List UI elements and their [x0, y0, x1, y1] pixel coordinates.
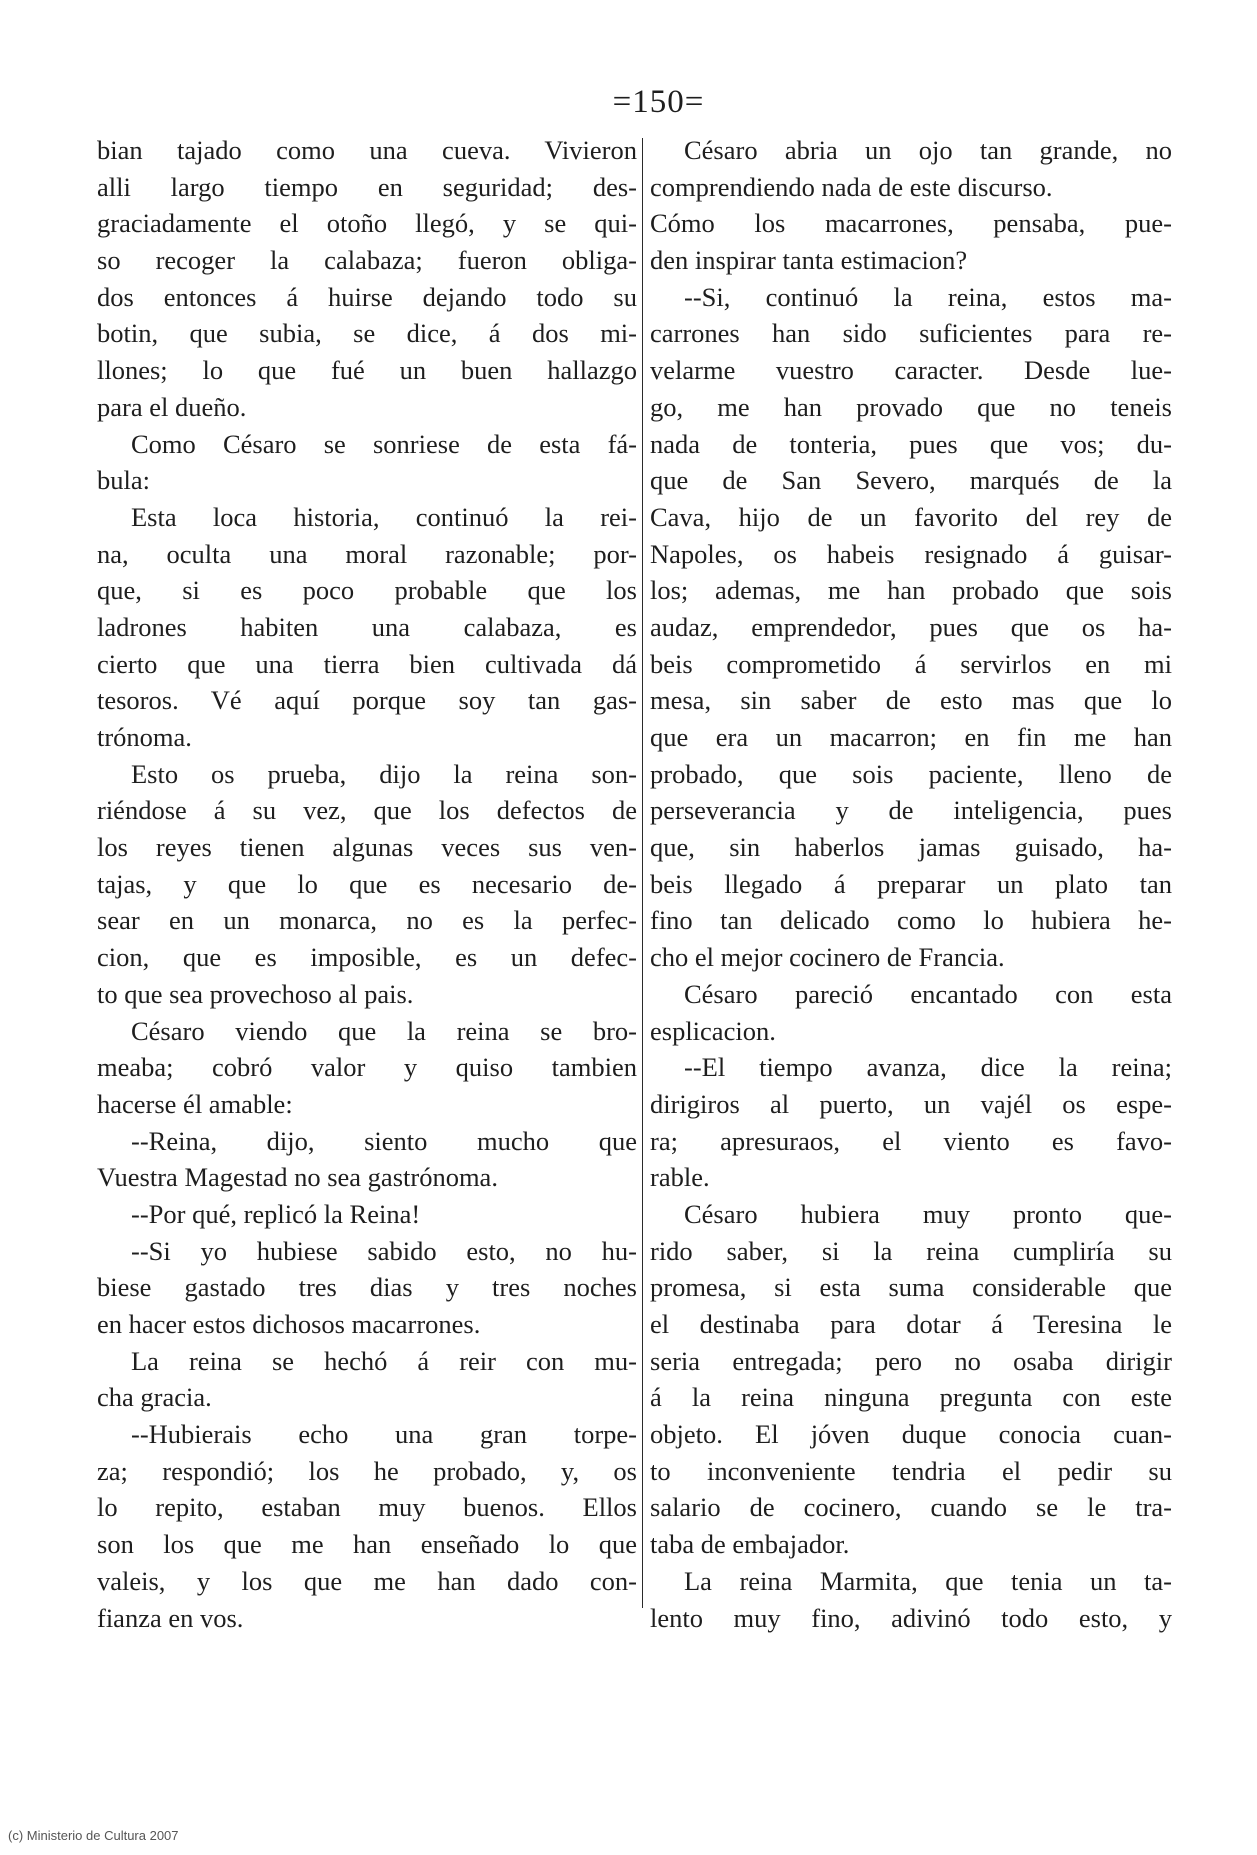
text-line: cierto que una tierra bien cultivada dá — [97, 648, 637, 679]
page-number: =150= — [612, 84, 705, 120]
text-line: comprendiendo nada de este discurso. — [650, 171, 1053, 202]
text-line: salario de cocinero, cuando se le tra- — [650, 1492, 1172, 1523]
text-line: probado, que sois paciente, lleno de — [650, 758, 1172, 789]
text-line: Esta loca historia, continuó la rei- — [131, 501, 637, 532]
text-line: za; respondió; los he probado, y, os — [97, 1455, 637, 1486]
text-line: cha gracia. — [97, 1382, 212, 1413]
text-line: Vuestra Magestad no sea gastrónoma. — [97, 1162, 498, 1193]
text-line: taba de embajador. — [650, 1529, 850, 1560]
text-line: --Si yo hubiese sabido esto, no hu- — [131, 1235, 637, 1266]
text-line: Césaro viendo que la reina se bro- — [131, 1015, 637, 1046]
text-line: rido saber, si la reina cumpliría su — [650, 1235, 1172, 1266]
text-line: sear en un monarca, no es la perfec- — [97, 905, 637, 936]
text-line: beis comprometido á servirlos en mi — [650, 648, 1172, 679]
text-line: biese gastado tres dias y tres noches — [97, 1272, 637, 1303]
text-line: bian tajado como una cueva. Vivieron — [97, 135, 637, 165]
text-line: hacerse él amable: — [97, 1088, 293, 1119]
text-line: promesa, si esta suma considerable que — [650, 1272, 1172, 1303]
text-line: carrones han sido suficientes para re- — [650, 318, 1172, 349]
text-line: audaz, emprendedor, pues que os ha- — [650, 611, 1172, 642]
text-line: beis llegado á preparar un plato tan — [650, 868, 1172, 899]
text-line: Cómo los macarrones, pensaba, pue- — [650, 208, 1172, 239]
text-line: botin, que subia, se dice, á dos mi- — [97, 318, 637, 349]
text-line: Napoles, os habeis resignado á guisar- — [650, 538, 1172, 569]
text-line: el destinaba para dotar á Teresina le — [650, 1309, 1172, 1339]
text-line: á la reina ninguna pregunta con este — [650, 1382, 1172, 1413]
text-line: --Por qué, replicó la Reina! — [131, 1198, 421, 1229]
text-line: Césaro abria un ojo tan grande, no — [684, 135, 1172, 165]
text-line: en hacer estos dichosos macarrones. — [97, 1309, 481, 1339]
text-line: La reina Marmita, que tenia un ta- — [684, 1565, 1172, 1596]
text-line: esplicacion. — [650, 1015, 776, 1046]
column-divider — [642, 138, 643, 1608]
text-line: rable. — [650, 1162, 710, 1193]
text-line: --Si, continuó la reina, estos ma- — [684, 281, 1172, 312]
text-line: nada de tonteria, pues que vos; du- — [650, 428, 1172, 459]
text-line: to que sea provechoso al pais. — [97, 978, 414, 1009]
text-line: bula: — [97, 465, 150, 496]
text-line: seria entregada; pero no osaba dirigir — [650, 1345, 1172, 1376]
text-line: dirigiros al puerto, un vajél os espe- — [650, 1088, 1172, 1119]
text-line: graciadamente el otoño llegó, y se qui- — [97, 208, 637, 239]
text-line: objeto. El jóven duque conocia cuan- — [650, 1419, 1172, 1450]
text-line: alli largo tiempo en seguridad; des- — [97, 171, 637, 202]
text-line: Esto os prueba, dijo la reina son- — [131, 758, 637, 789]
text-line: mesa, sin saber de esto mas que lo — [650, 685, 1172, 716]
text-line: lento muy fino, adivinó todo esto, y — [650, 1602, 1172, 1633]
text-line: go, me han provado que no teneis — [650, 391, 1172, 422]
copyright-notice: (c) Ministerio de Cultura 2007 — [8, 1828, 179, 1843]
text-line: trónoma. — [97, 722, 192, 752]
text-line: fino tan delicado como lo hubiera he- — [650, 905, 1172, 936]
text-line: ladrones habiten una calabaza, es — [97, 611, 637, 642]
text-line: son los que me han enseñado lo que — [97, 1529, 637, 1560]
text-line: Cava, hijo de un favorito del rey de — [650, 501, 1172, 532]
text-line: que, sin haberlos jamas guisado, ha- — [650, 832, 1172, 863]
text-line: na, oculta una moral razonable; por- — [97, 538, 637, 569]
text-line: los reyes tienen algunas veces sus ven- — [97, 832, 637, 863]
text-line: riéndose á su vez, que los defectos de — [97, 795, 637, 826]
left-text-column — [97, 132, 637, 1636]
text-line: La reina se hechó á reir con mu- — [131, 1345, 637, 1376]
text-line: que era un macarron; en fin me han — [650, 722, 1172, 752]
text-line: Como Césaro se sonriese de esta fá- — [131, 428, 637, 459]
text-line: ra; apresuraos, el viento es favo- — [650, 1125, 1172, 1156]
text-line: velarme vuestro caracter. Desde lue- — [650, 355, 1172, 386]
text-line: tajas, y que lo que es necesario de- — [97, 868, 637, 899]
text-line: cion, que es imposible, es un defec- — [97, 942, 637, 973]
text-line: que, si es poco probable que los — [97, 575, 637, 606]
text-line: llones; lo que fué un buen hallazgo — [97, 355, 637, 386]
text-line: --Hubierais echo una gran torpe- — [131, 1419, 637, 1450]
text-line: para el dueño. — [97, 391, 247, 422]
text-line: cho el mejor cocinero de Francia. — [650, 942, 1005, 973]
text-line: valeis, y los que me han dado con- — [97, 1565, 637, 1596]
text-line: --Reina, dijo, siento mucho que — [131, 1125, 637, 1156]
text-line: que de San Severo, marqués de la — [650, 465, 1172, 496]
text-line: Césaro pareció encantado con esta — [684, 978, 1172, 1009]
text-line: Césaro hubiera muy pronto que- — [684, 1198, 1172, 1229]
text-line: den inspirar tanta estimacion? — [650, 245, 968, 276]
text-line: perseverancia y de inteligencia, pues — [650, 795, 1172, 826]
text-line: dos entonces á huirse dejando todo su — [97, 281, 637, 312]
text-line: lo repito, estaban muy buenos. Ellos — [97, 1492, 637, 1523]
text-line: fianza en vos. — [97, 1602, 244, 1633]
text-line: meaba; cobró valor y quiso tambien — [97, 1052, 637, 1083]
text-line: --El tiempo avanza, dice la reina; — [684, 1052, 1172, 1083]
text-line: tesoros. Vé aquí porque soy tan gas- — [97, 685, 637, 716]
right-text-column — [650, 132, 1172, 1636]
text-line: so recoger la calabaza; fueron obliga- — [97, 245, 637, 276]
text-line: to inconveniente tendria el pedir su — [650, 1455, 1172, 1486]
text-line: los; ademas, me han probado que sois — [650, 575, 1172, 606]
